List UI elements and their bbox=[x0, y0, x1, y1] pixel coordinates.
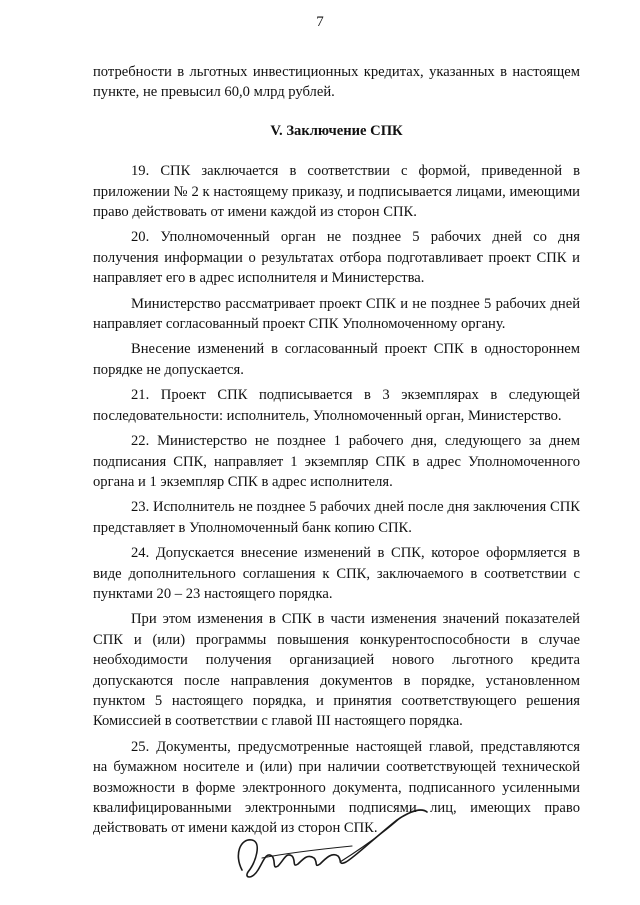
paragraph-20-ministry: Министерство рассматривает проект СПК и не позднее 5 рабочих дней направляет согласованный проект СПК Уполномоченному органу. bbox=[93, 295, 580, 333]
paragraph-24-changes: При этом изменения в СПК в части изменения значений показателей СПК и (или) программы повышения конкурентоспособности в случае необходимости получения организацией нового льготного кредита допускаются после направления документов в порядке, установленном пунктом 5 настоящего порядка, и принятия соответствующего решения Комиссией в соответствии с главой III настоящего порядка. bbox=[93, 611, 580, 730]
handwritten-signature bbox=[222, 800, 442, 890]
paragraph-24: 24. Допускается внесение изменений в СПК, которое оформляется в виде дополнительного соглашения к СПК, заключаемого в соответствии с пунктами 20 – 23 настоящего порядка. bbox=[93, 545, 580, 602]
paragraph-20: 20. Уполномоченный орган не позднее 5 рабочих дней со дня получения информации о результатах отбора подготавливает проект СПК и направляет его в адрес исполнителя и Министерства. bbox=[93, 229, 580, 287]
section-heading: V. Заключение СПК bbox=[270, 122, 403, 139]
paragraph-22: 22. Министерство не позднее 1 рабочего дня, следующего за днем подписания СПК, направляет 1 экземпляр СПК в адрес Уполномоченного органа и 1 экземпляр СПК в адрес исполнителя. bbox=[93, 433, 580, 490]
document-body bbox=[93, 62, 580, 844]
paragraph-20-no-changes: Внесение изменений в согласованный проект СПК в одностороннем порядке не допускается. bbox=[93, 341, 580, 378]
page-number: 7 bbox=[316, 14, 324, 30]
paragraph-21: 21. Проект СПК подписывается в 3 экземплярах в следующей последовательности: исполнитель, Уполномоченный орган, Министерство. bbox=[93, 387, 580, 424]
paragraph-25: 25. Документы, предусмотренные настоящей главой, представляются на бумажном носителе и (или) при наличии соответствующей технической возможности в форме электронного документа, подписанного усиленными квалифицированными электронными подписями лиц, имеющих право действовать от имени каждой из сторон СПК. bbox=[93, 738, 580, 837]
paragraph-23: 23. Исполнитель не позднее 5 рабочих дней после дня заключения СПК представляет в Уполномоченный банк копию СПК. bbox=[93, 499, 580, 536]
paragraph-19: 19. СПК заключается в соответствии с формой, приведенной в приложении № 2 к настоящему приказу, и подписывается лицами, имеющими право действовать от имени каждой из сторон СПК. bbox=[93, 163, 580, 221]
continuation-paragraph: потребности в льготных инвестиционных кредитах, указанных в настоящем пункте, не превысил 60,0 млрд рублей. bbox=[93, 64, 580, 101]
